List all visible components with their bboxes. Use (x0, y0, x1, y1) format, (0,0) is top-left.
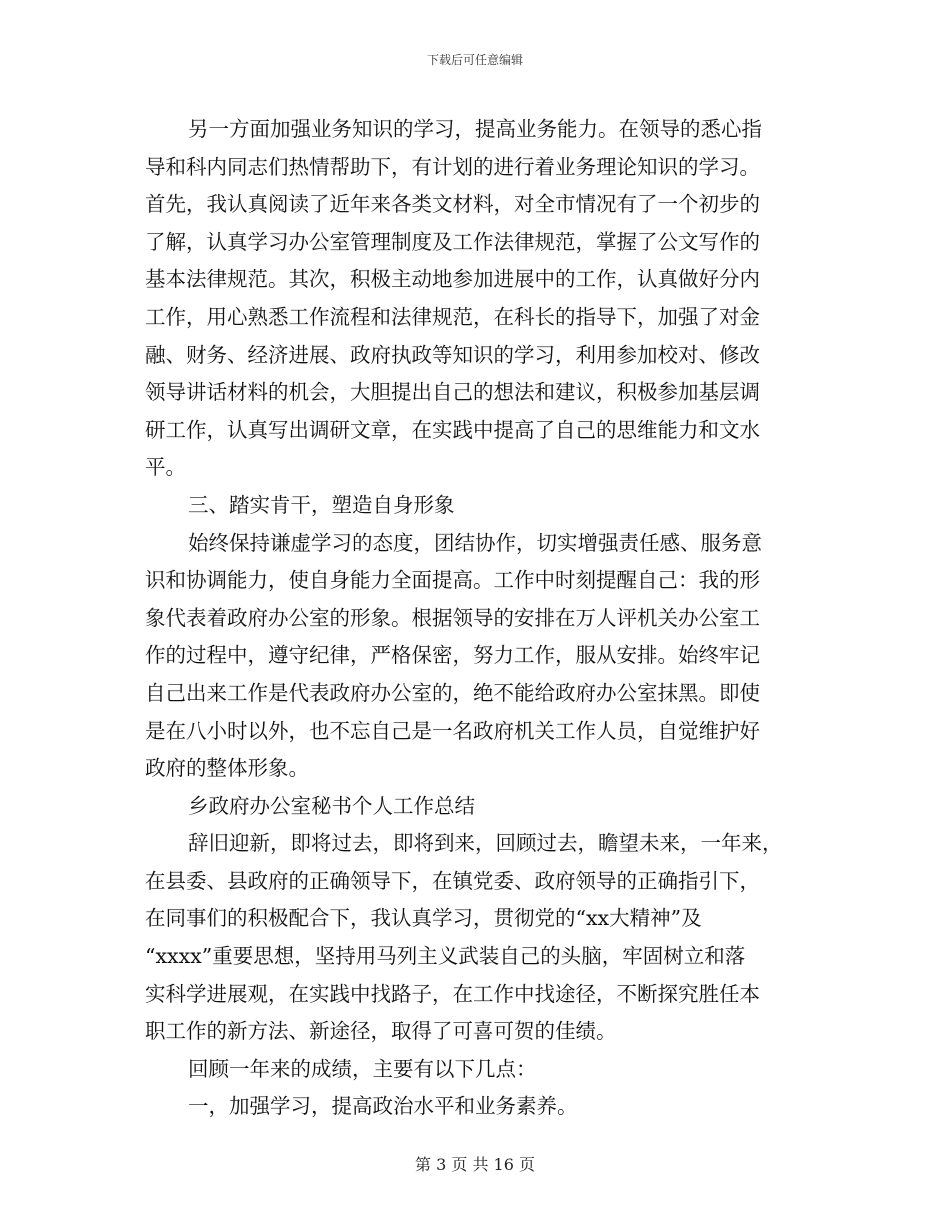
text-line: 研工作，认真写出调研文章，在实践中提高了自己的思维能力和文水 (145, 417, 760, 442)
section-heading: 一，加强学习，提高政治水平和业务素养。 (188, 1094, 578, 1119)
text-line: 导和科内同志们热情帮助下，有计划的进行着业务理论知识的学习。 (145, 154, 760, 179)
text-line: 职工作的新方法、新途径，取得了可喜可贺的佳绩。 (145, 1019, 617, 1044)
page-number: 第 3 页 共 16 页 (415, 1155, 535, 1174)
text-line: 基本法律规范。其次，积极主动地参加进展中的工作，认真做好分内 (145, 267, 760, 292)
text-line: 辞旧迎新，即将过去，即将到来，回顾过去，瞻望未来，一年来， (188, 831, 783, 856)
text-line: 领导讲话材料的机会，大胆提出自己的想法和建议，积极参加基层调 (145, 380, 760, 405)
text-line: 首先，我认真阅读了近年来各类文材料，对全市情况有了一个初步的 (145, 192, 760, 217)
text-line: 是在八小时以外，也不忘自己是一名政府机关工作人员，自觉维护好 (145, 718, 760, 743)
text-line: 实科学进展观，在实践中找路子，在工作中找途径，不断探究胜任本 (145, 981, 760, 1006)
section-heading: 三、踏实肯干，塑造自身形象 (188, 492, 455, 517)
text-line: 始终保持谦虚学习的态度，团结协作，切实增强责任感、服务意 (188, 530, 762, 555)
text-line: 融、财务、经济进展、政府执政等知识的学习，利用参加校对、修改 (145, 342, 760, 367)
text-line: 平。 (145, 455, 186, 480)
text-line: 自己出来工作是代表政府办公室的，绝不能给政府办公室抹黑。即使 (145, 680, 760, 705)
text-line: 了解，认真学习办公室管理制度及工作法律规范，掌握了公文写作的 (145, 229, 760, 254)
text-line: 回顾一年来的成绩，主要有以下几点： (188, 1056, 537, 1081)
text-line: 作的过程中，遵守纪律，严格保密，努力工作，服从安排。始终牢记 (145, 643, 760, 668)
text-line: 在同事们的积极配合下，我认真学习，贯彻党的“xx大精神”及 (145, 906, 702, 931)
document-body (145, 111, 805, 1126)
text-line: 政府的整体形象。 (145, 756, 309, 781)
text-line: 识和协调能力，使自身能力全面提高。工作中时刻提醒自己：我的形 (145, 568, 760, 593)
text-line: 另一方面加强业务知识的学习，提高业务能力。在领导的悉心指 (188, 117, 762, 141)
text-line: 象代表着政府办公室的形象。根据领导的安排在万人评机关办公室工 (145, 605, 760, 630)
text-line: 在县委、县政府的正确领导下，在镇党委、政府领导的正确指引下， (145, 868, 760, 893)
text-line: 工作，用心熟悉工作流程和法律规范，在科长的指导下，加强了对金 (145, 304, 760, 329)
page-header: 下载后可任意编辑 (426, 53, 523, 67)
document-title: 乡政府办公室秘书个人工作总结 (188, 793, 475, 818)
text-line: “xxxx”重要思想，坚持用马列主义武装自己的头脑，牢固树立和落 (145, 944, 746, 969)
